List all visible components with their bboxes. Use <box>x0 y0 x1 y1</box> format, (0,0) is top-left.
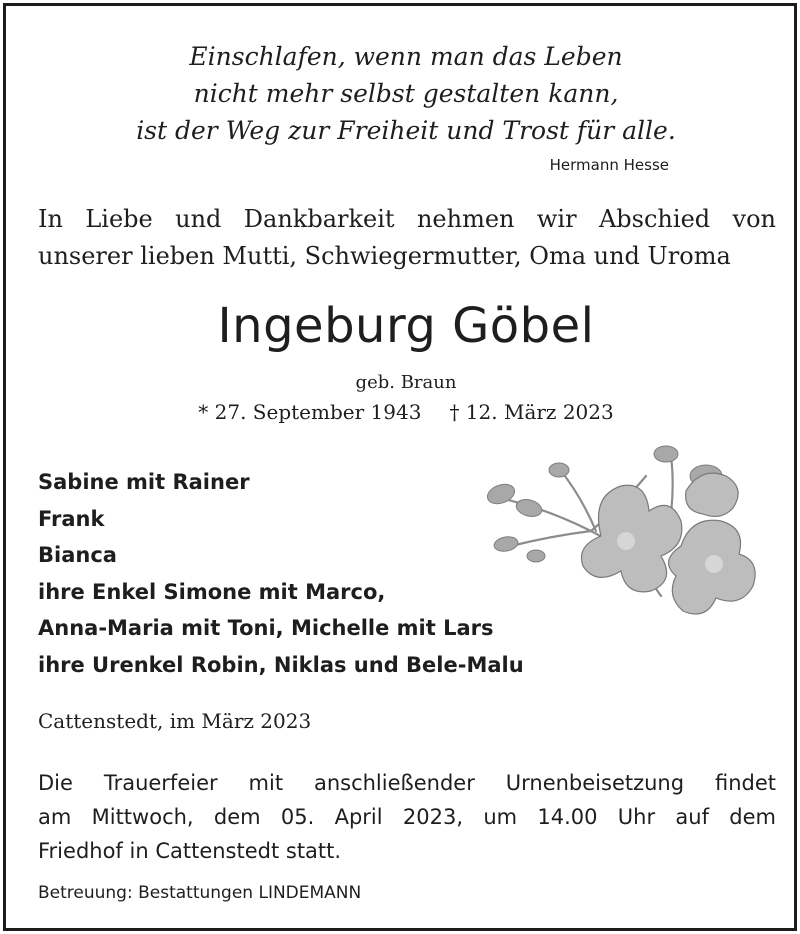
quote-author: Hermann Hesse <box>549 156 669 174</box>
mourner-line: Bianca <box>38 543 117 567</box>
quote-line: nicht mehr selbst gestalten kann, <box>193 79 619 108</box>
service-line: Die Trauerfeier mit anschließender Urnenbeisetzung findet <box>38 771 776 795</box>
service-line: Friedhof in Cattenstedt statt. <box>38 839 342 863</box>
mourners-list <box>38 464 524 683</box>
farewell-intro <box>38 201 776 275</box>
deceased-name: Ingeburg Göbel <box>217 298 595 354</box>
life-dates <box>6 400 800 424</box>
quote-line: ist der Weg zur Freiheit und Trost für alle. <box>136 116 676 145</box>
obituary-notice <box>3 3 797 931</box>
mourner-line: Sabine mit Rainer <box>38 470 250 494</box>
undertaker-note: Betreuung: Bestattungen LINDEMANN <box>38 883 362 903</box>
poem-quote <box>6 38 800 149</box>
quote-line: Einschlafen, wenn man das Leben <box>189 42 623 71</box>
mourner-line: Frank <box>38 506 105 531</box>
death-date: † 12. März 2023 <box>449 400 614 424</box>
birth-date: * 27. September 1943 <box>198 400 422 424</box>
maiden-name: geb. Braun <box>355 372 457 393</box>
service-line: am Mittwoch, dem 05. April 2023, um 14.00 Uhr auf dem <box>38 805 776 829</box>
freesia-flower-icon <box>471 436 771 646</box>
funeral-service-info <box>38 766 776 868</box>
intro-line: In Liebe und Dankbarkeit nehmen wir Abschied von <box>38 205 776 233</box>
mourner-line: ihre Enkel Simone mit Marco, <box>38 579 386 604</box>
place-and-date: Cattenstedt, im März 2023 <box>38 709 312 733</box>
mourner-line: Anna-Maria mit Toni, Michelle mit Lars <box>38 616 494 640</box>
mourner-line: ihre Urenkel Robin, Niklas und Bele-Malu <box>38 652 524 677</box>
intro-line: unserer lieben Mutti, Schwiegermutter, Oma und Uroma <box>38 242 731 270</box>
